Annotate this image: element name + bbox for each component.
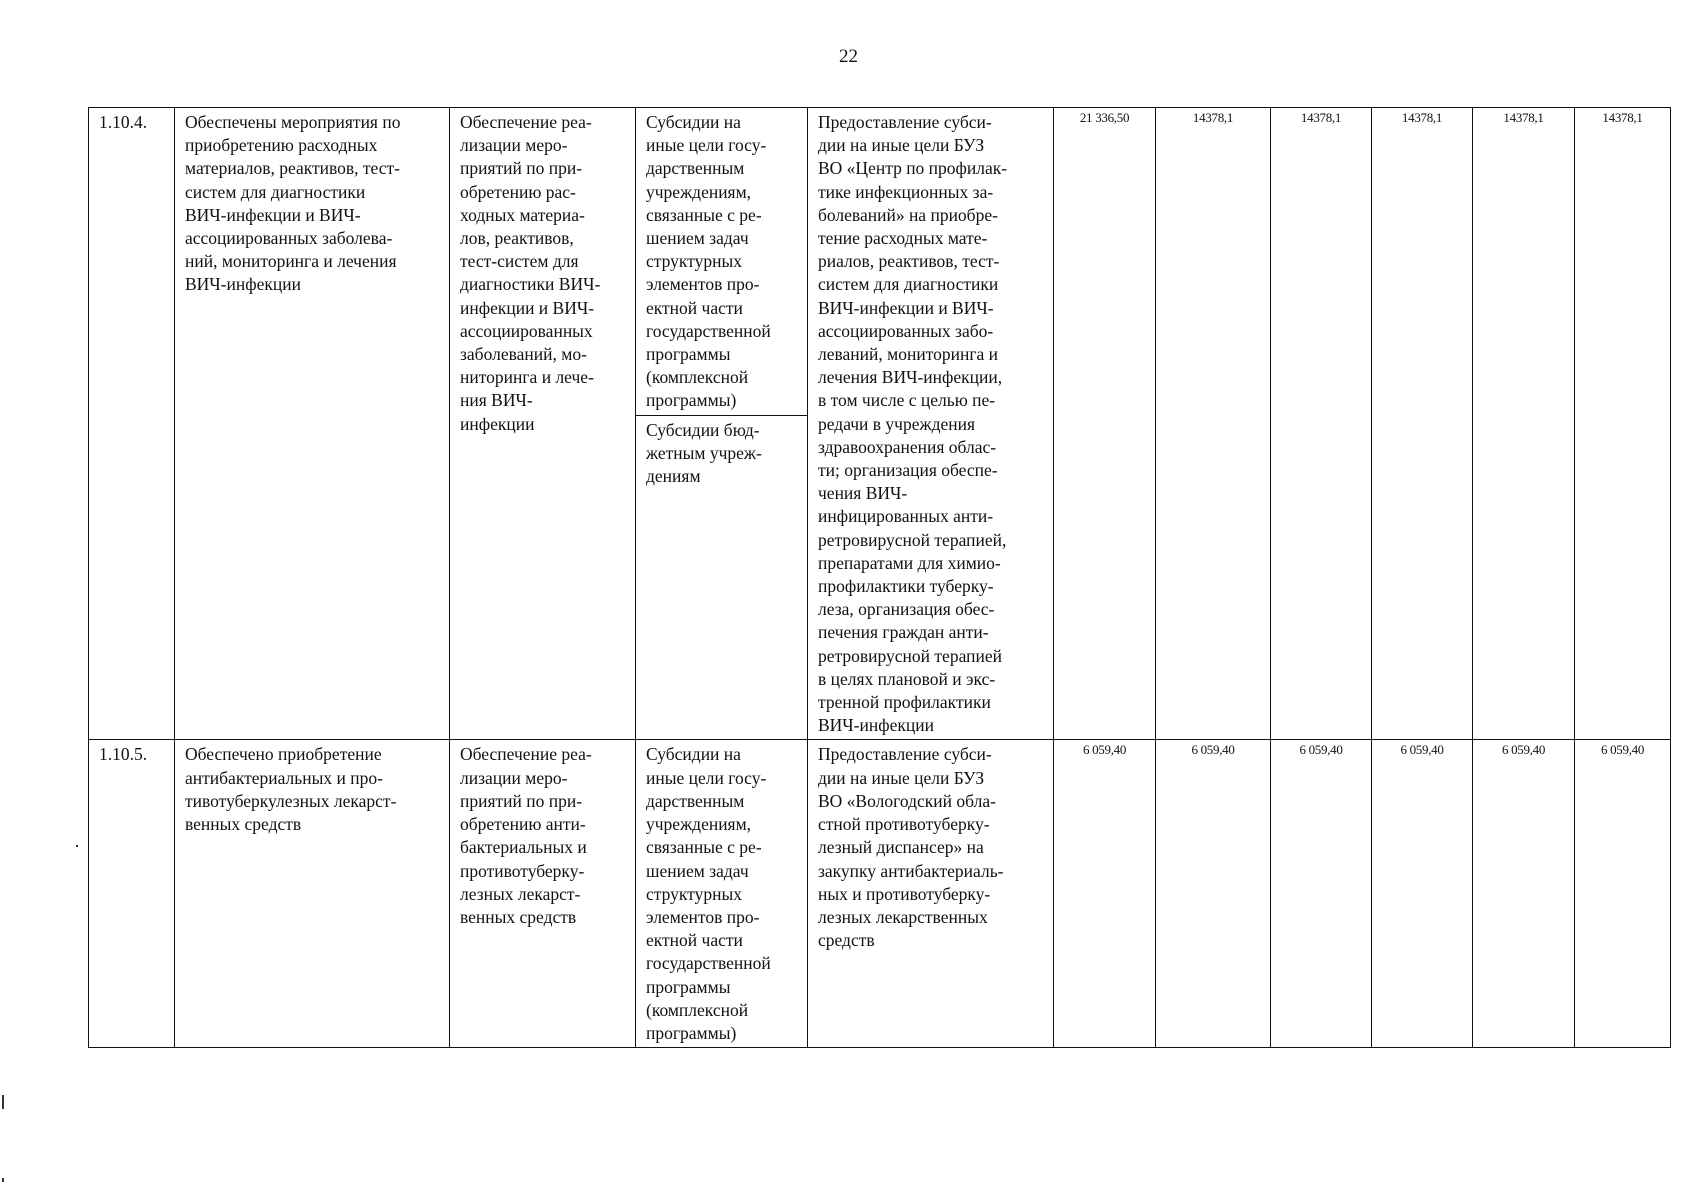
program-measures-table [88, 107, 1671, 1048]
value-1: 6 059,40 [1082, 742, 1127, 758]
expense-type-cell [636, 108, 808, 740]
table-row [89, 108, 1671, 740]
description-text: Предоставление субси- дии на иные цели БУЗ ВО «Вологодский обла- стной противотуберку- лезный диспансер» на закупку антибактериаль- ных и противотуберку- лезных лекарственных средств [818, 744, 1004, 951]
expense-type-extra: Субсидии бюд- жетным учреж- дениям [636, 415, 807, 491]
measure-text: Обеспечение реа- лизации меро- приятий по при- обретению рас- ходных материа- лов, реактивов, тест-систем для диагностики ВИЧ- инфекции и ВИЧ- ассоциированных заболеваний, мо- ниторинга и лече- ния ВИЧ- инфекции [460, 112, 601, 434]
table-row [89, 740, 1671, 1048]
value-2: 6 059,40 [1191, 742, 1235, 758]
result-text: Обеспечено приобретение антибактериальных и про- тивотуберкулезных лекарст- венных средств [185, 744, 397, 835]
description-cell [808, 108, 1054, 740]
scan-speck [2, 1095, 4, 1109]
value-cell [1054, 740, 1156, 1048]
value-6: 6 059,40 [1600, 742, 1645, 758]
value-cell [1473, 740, 1575, 1048]
value-cell [1575, 740, 1671, 1048]
value-cell [1271, 740, 1372, 1048]
value-cell [1473, 108, 1575, 740]
value-6: 14378,1 [1602, 110, 1643, 125]
expense-type-cell [636, 740, 808, 1048]
value-5: 6 059,40 [1501, 742, 1546, 758]
value-4: 14378,1 [1401, 110, 1443, 125]
description-cell [808, 740, 1054, 1048]
result-cell [175, 108, 450, 740]
value-cell [1372, 108, 1473, 740]
scan-speck [76, 845, 78, 847]
measure-cell [450, 740, 636, 1048]
value-cell [1271, 108, 1372, 740]
value-5: 14378,1 [1503, 110, 1544, 125]
value-3: 6 059,40 [1299, 742, 1343, 758]
value-cell [1156, 108, 1271, 740]
value-cell [1156, 740, 1271, 1048]
value-cell [1372, 740, 1473, 1048]
measure-cell [450, 108, 636, 740]
row-code: 1.10.5. [99, 744, 148, 765]
expense-type-main: Субсидии на иные цели госу- дарственным учреждениям, связанные с ре- шением задач структурных элементов про- ектной части государственной программы (комплексной программы) [646, 112, 771, 411]
measure-text: Обеспечение реа- лизации меро- приятий по при- обретению анти- бактериальных и противотуберку- лезных лекарст- венных средств [460, 744, 592, 927]
expense-type-main: Субсидии на иные цели госу- дарственным учреждениям, связанные с ре- шением задач структурных элементов про- ектной части государственной программы (комплексной программы) [646, 744, 771, 1043]
page-number: 22 [839, 46, 858, 67]
row-code-cell [89, 108, 175, 740]
value-4: 6 059,40 [1400, 742, 1444, 758]
value-3: 14378,1 [1300, 110, 1342, 125]
result-cell [175, 740, 450, 1048]
value-2: 14378,1 [1192, 110, 1234, 125]
row-code: 1.10.4. [99, 112, 148, 132]
description-text: Предоставление субси- дии на иные цели БУЗ ВО «Центр по профилак- тике инфекционных за- болеваний» на приобре- тение расходных мате- риалов, реактивов, тест- систем для диагностики ВИЧ-инфекции и ВИЧ- ассоциированных забо- леваний, мониторинга и лечения ВИЧ-инфекции, в том числе с целью пе- редачи в учреждения здравоохранения облас- ти; организация обеспе- чения ВИЧ- инфицированных анти- ретровирусной терапией, препаратами для химио- профилактики туберку- леза, организация обес- печения граждан анти- ретровирусной терапией в целях плановой и экс- тренной профилактики ВИЧ-инфекции [818, 112, 1008, 736]
value-1: 21 336,50 [1079, 110, 1130, 125]
value-cell [1575, 108, 1671, 740]
result-text: Обеспечены мероприятия по приобретению расходных материалов, реактивов, тест- систем для диагностики ВИЧ-инфекции и ВИЧ- ассоциированных заболева- ний, мониторинга и лечения ВИЧ-инфекции [185, 112, 401, 295]
scan-speck [2, 1178, 4, 1182]
value-cell [1054, 108, 1156, 740]
row-code-cell [89, 740, 175, 1048]
